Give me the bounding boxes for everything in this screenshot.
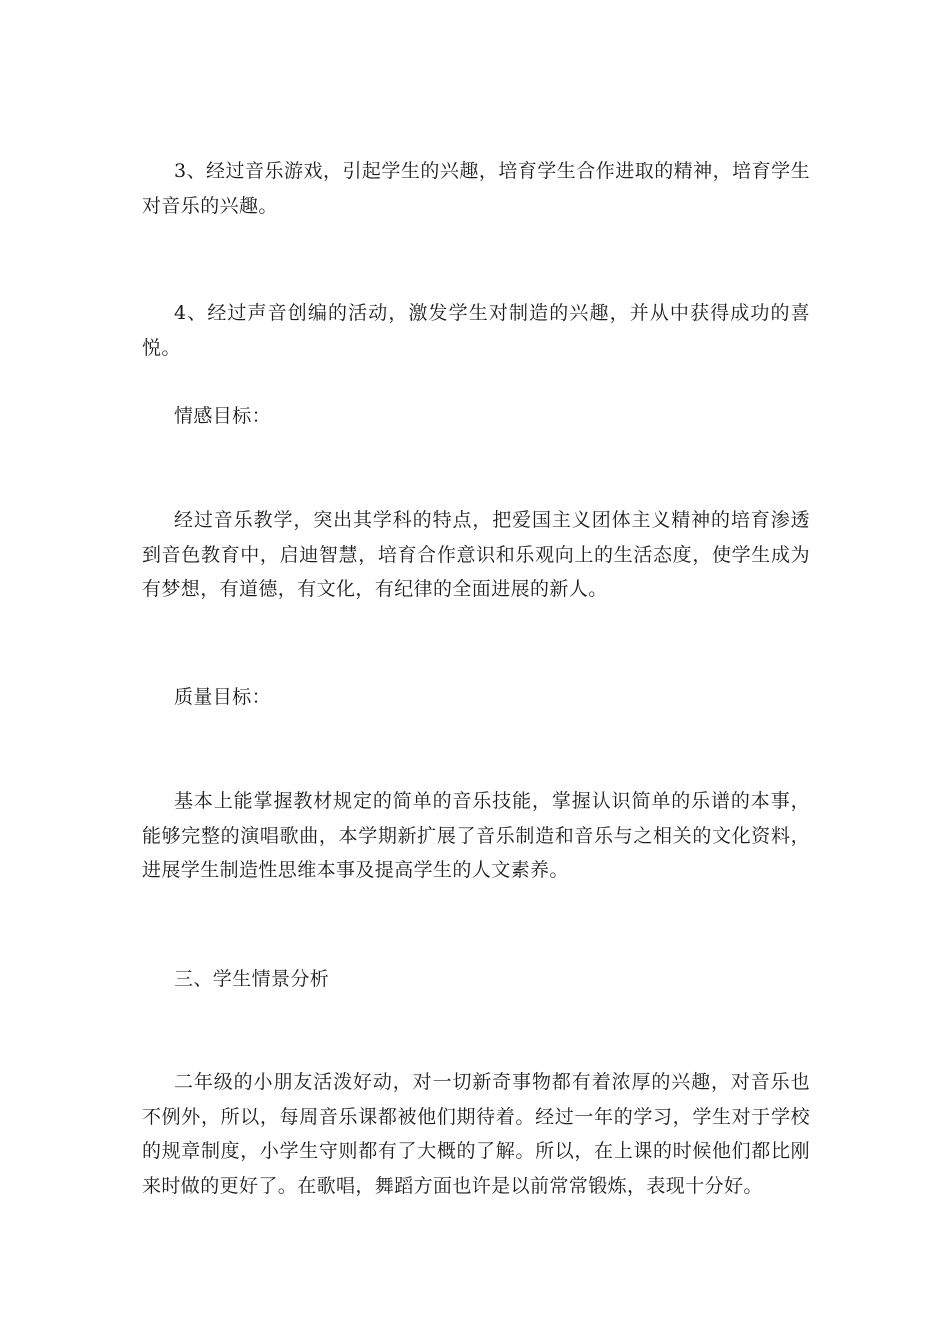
paragraph-quality-goals: 基本上能掌握教材规定的简单的音乐技能，掌握认识简单的乐谱的本事，能够完整的演唱歌曲，本学期新扩展了音乐制造和音乐与之相关的文化资料，进展学生制造性思维本事及提高学生的人文素养。	[142, 790, 810, 881]
paragraph-student-analysis: 二年级的小朋友活泼好动，对一切新奇事物都有着浓厚的兴趣，对音乐也不例外，所以，每周音乐课都被他们期待着。经过一年的学习，学生对于学校的规章制度，小学生守则都有了大概的了解。所以，在上课的时候他们都比刚来时做的更好了。在歌唱，舞蹈方面也许是以前常常锻炼，表现十分好。	[142, 1071, 810, 1197]
paragraph-goal-4: 4、经过声音创编的活动，激发学生对制造的兴趣，并从中获得成功的喜悦。	[142, 302, 810, 359]
section-heading-student-analysis: 三、学生情景分析	[174, 968, 330, 990]
paragraph-goal-3: 3、经过音乐游戏，引起学生的兴趣，培育学生合作进取的精神，培育学生对音乐的兴趣。	[142, 160, 810, 217]
heading-emotional-goals: 情感目标：	[174, 405, 272, 427]
paragraph-emotional-goals: 经过音乐教学，突出其学科的特点，把爱国主义团体主义精神的培育渗透到音色教育中，启迪智慧，培育合作意识和乐观向上的生活态度，使学生成为有梦想，有道德，有文化，有纪律的全面进展的新人。	[142, 509, 810, 600]
heading-quality-goals: 质量目标：	[174, 686, 272, 708]
